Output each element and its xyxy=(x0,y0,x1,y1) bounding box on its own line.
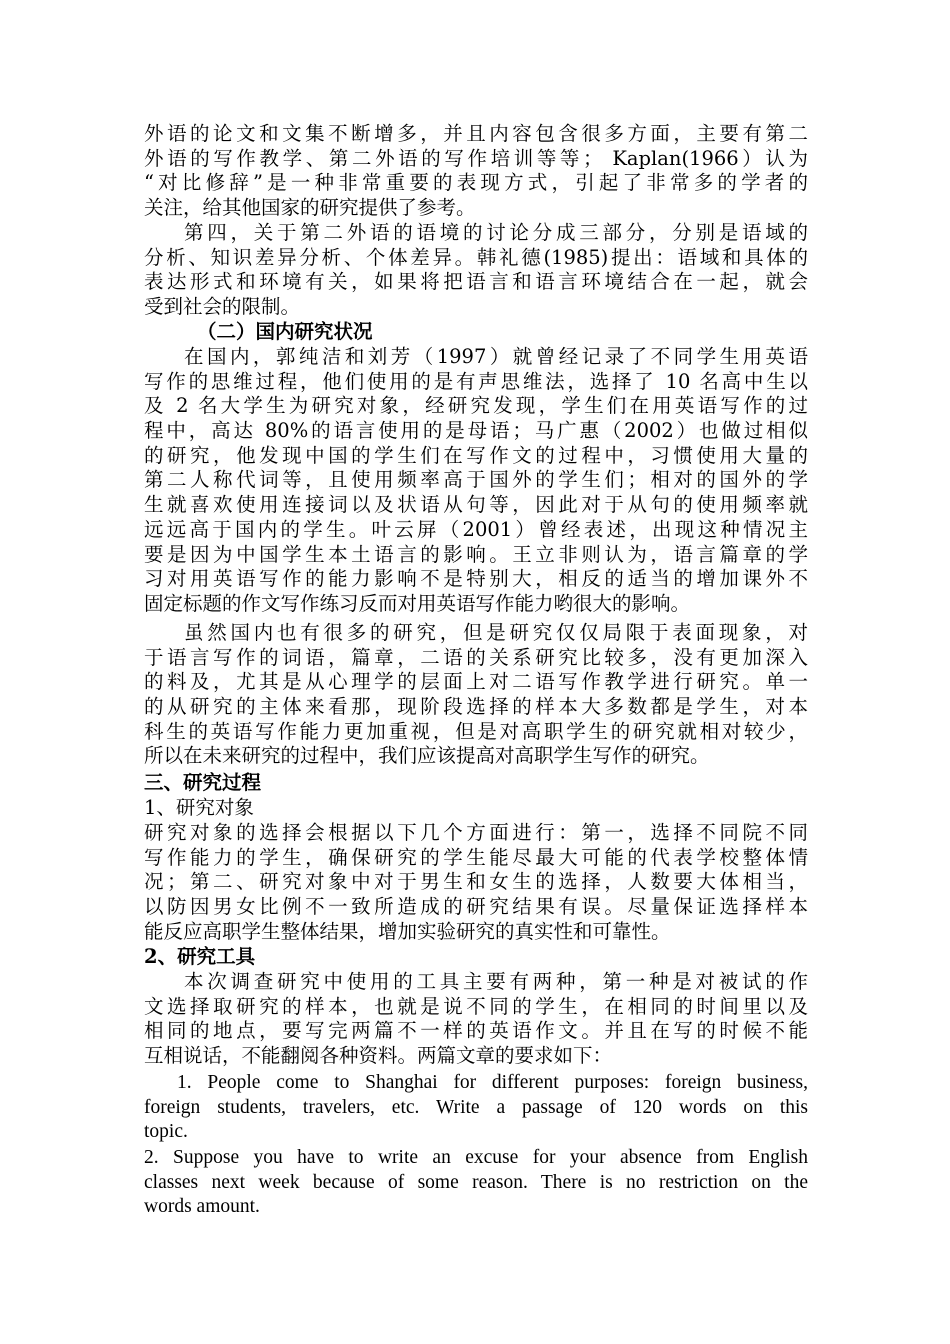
paragraph-foreign-studies xyxy=(144,122,808,221)
text-line: 写作的思维过程，他们使用的是有声思维法，选择了 10 名高中生以 xyxy=(144,369,808,393)
text-line: 所以在未来研究的过程中，我们应该提高对高职学生写作的研究。 xyxy=(144,744,710,768)
text-line: 研究对象的选择会根据以下几个方面进行：第一，选择不同院不同 xyxy=(144,821,808,844)
paragraph-subjects xyxy=(144,821,808,944)
text-line: 于语言写作的词语，篇章，二语的关系研究比较多，没有更加深入 xyxy=(144,645,808,669)
writing-prompt-2 xyxy=(144,1146,808,1220)
text-line: 写作能力的学生，确保研究的学生能尽最大可能的代表学校整体情 xyxy=(144,845,808,869)
text-line: 的料及，尤其是从心理学的层面上对二语写作教学进行研究。单一 xyxy=(144,670,808,694)
subheading-text: 1、研究对象 xyxy=(144,796,254,819)
subheading-subjects xyxy=(144,796,808,821)
text-line: 要是因为中国学生本土语言的影响。王立非则认为，语言篇章的学 xyxy=(144,542,808,566)
text-line: 在国内，郭纯洁和刘芳（1997）就曾经记录了不同学生用英语 xyxy=(184,345,808,368)
text-line: 远远高于国内的学生。叶云屏（2001）曾经表述，出现这种情况主 xyxy=(144,517,808,541)
heading-text: 三、研究过程 xyxy=(144,771,262,794)
writing-prompt-1 xyxy=(144,1071,808,1145)
text-line: 第四，关于第二外语的语境的讨论分成三部分，分别是语域的 xyxy=(184,221,808,244)
text-line: 1. People come to Shanghai for different purposes: foreign business, xyxy=(177,1072,808,1093)
text-line: topic. xyxy=(144,1121,188,1143)
text-line: 以防因男女比例不一致所造成的研究结果有误。尽量保证选择样本 xyxy=(144,895,808,919)
section-heading-process xyxy=(144,771,808,796)
text-line: 互相说话，不能翻阅各种资料。两篇文章的要求如下： xyxy=(144,1044,613,1068)
text-line: 固定标题的作文写作练习反而对用英语写作能力哟很大的影响。 xyxy=(144,591,691,615)
text-line: 能反应高职学生整体结果，增加实验研究的真实性和可靠性。 xyxy=(144,919,671,943)
text-line: 相同的地点，要写完两篇不一样的英语作文。并且在写的时候不能 xyxy=(144,1019,808,1043)
text-line: 外语的写作教学、第二外语的写作培训等等； Kaplan(1966）认为 xyxy=(144,146,808,170)
text-line: 的研究，他发现中国的学生们在写作文的过程中，习惯使用大量的 xyxy=(144,443,808,467)
heading-text: （二）国内研究状况 xyxy=(197,320,373,343)
text-line: 程中，高达 80%的语言使用的是母语；马广惠（2002）也做过相似 xyxy=(144,419,808,443)
text-line: 第二人称代词等，且使用频率高于国外的学生们；相对的国外的学 xyxy=(144,468,808,492)
section-heading-tools xyxy=(144,945,808,970)
text-line: 的从研究的主体来看那，现阶段选择的样本大多数都是学生，对本 xyxy=(144,695,808,719)
text-line: 科生的英语写作能力更加重视，但是对高职学生的研究就相对较少， xyxy=(144,719,808,743)
text-line: 受到社会的限制。 xyxy=(144,295,301,319)
text-line: 外语的论文和文集不断增多，并且内容包含很多方面，主要有第二 xyxy=(144,122,808,145)
text-line: “对比修辞”是一种非常重要的表现方式，引起了非常多的学者的 xyxy=(144,171,808,195)
text-line: words amount. xyxy=(144,1196,260,1218)
heading-text: 2、研究工具 xyxy=(144,945,256,968)
text-line: 及 2 名大学生为研究对象，经研究发现，学生们在用英语写作的过 xyxy=(144,394,808,418)
text-line: 本次调查研究中使用的工具主要有两种，第一种是对被试的作 xyxy=(184,970,808,993)
paragraph-tools xyxy=(144,970,808,1069)
paragraph-context xyxy=(144,221,808,320)
text-line: 况；第二、研究对象中对于男生和女生的选择，人数要大体相当， xyxy=(144,870,808,894)
text-line: classes next week because of some reason. There is no restriction on the xyxy=(144,1171,808,1193)
text-line: 生就喜欢使用连接词以及状语从句等，因此对于从句的使用频率就 xyxy=(144,493,808,517)
paragraph-research-gap xyxy=(144,621,808,769)
text-line: foreign students, travelers, etc. Write a passage of 120 words on this xyxy=(144,1096,808,1118)
text-line: 表达形式和环境有关，如果将把语言和语言环境结合在一起，就会 xyxy=(144,270,808,294)
text-line: 文选择取研究的样本，也就是说不同的学生，在相同的时间里以及 xyxy=(144,994,808,1018)
text-line: 习对用英语写作的能力影响不是特别大，相反的适当的增加课外不 xyxy=(144,567,808,591)
text-line: 关注，给其他国家的研究提供了参考。 xyxy=(144,196,476,220)
text-line: 分析、知识差异分析、个体差异。韩礼德(1985)提出：语域和具体的 xyxy=(144,245,808,269)
section-heading-domestic xyxy=(144,320,808,345)
text-line: 2. Suppose you have to write an excuse for your absence from English xyxy=(144,1147,808,1168)
text-line: 虽然国内也有很多的研究，但是研究仅仅局限于表面现象，对 xyxy=(184,621,808,644)
paragraph-domestic-research xyxy=(144,345,808,617)
